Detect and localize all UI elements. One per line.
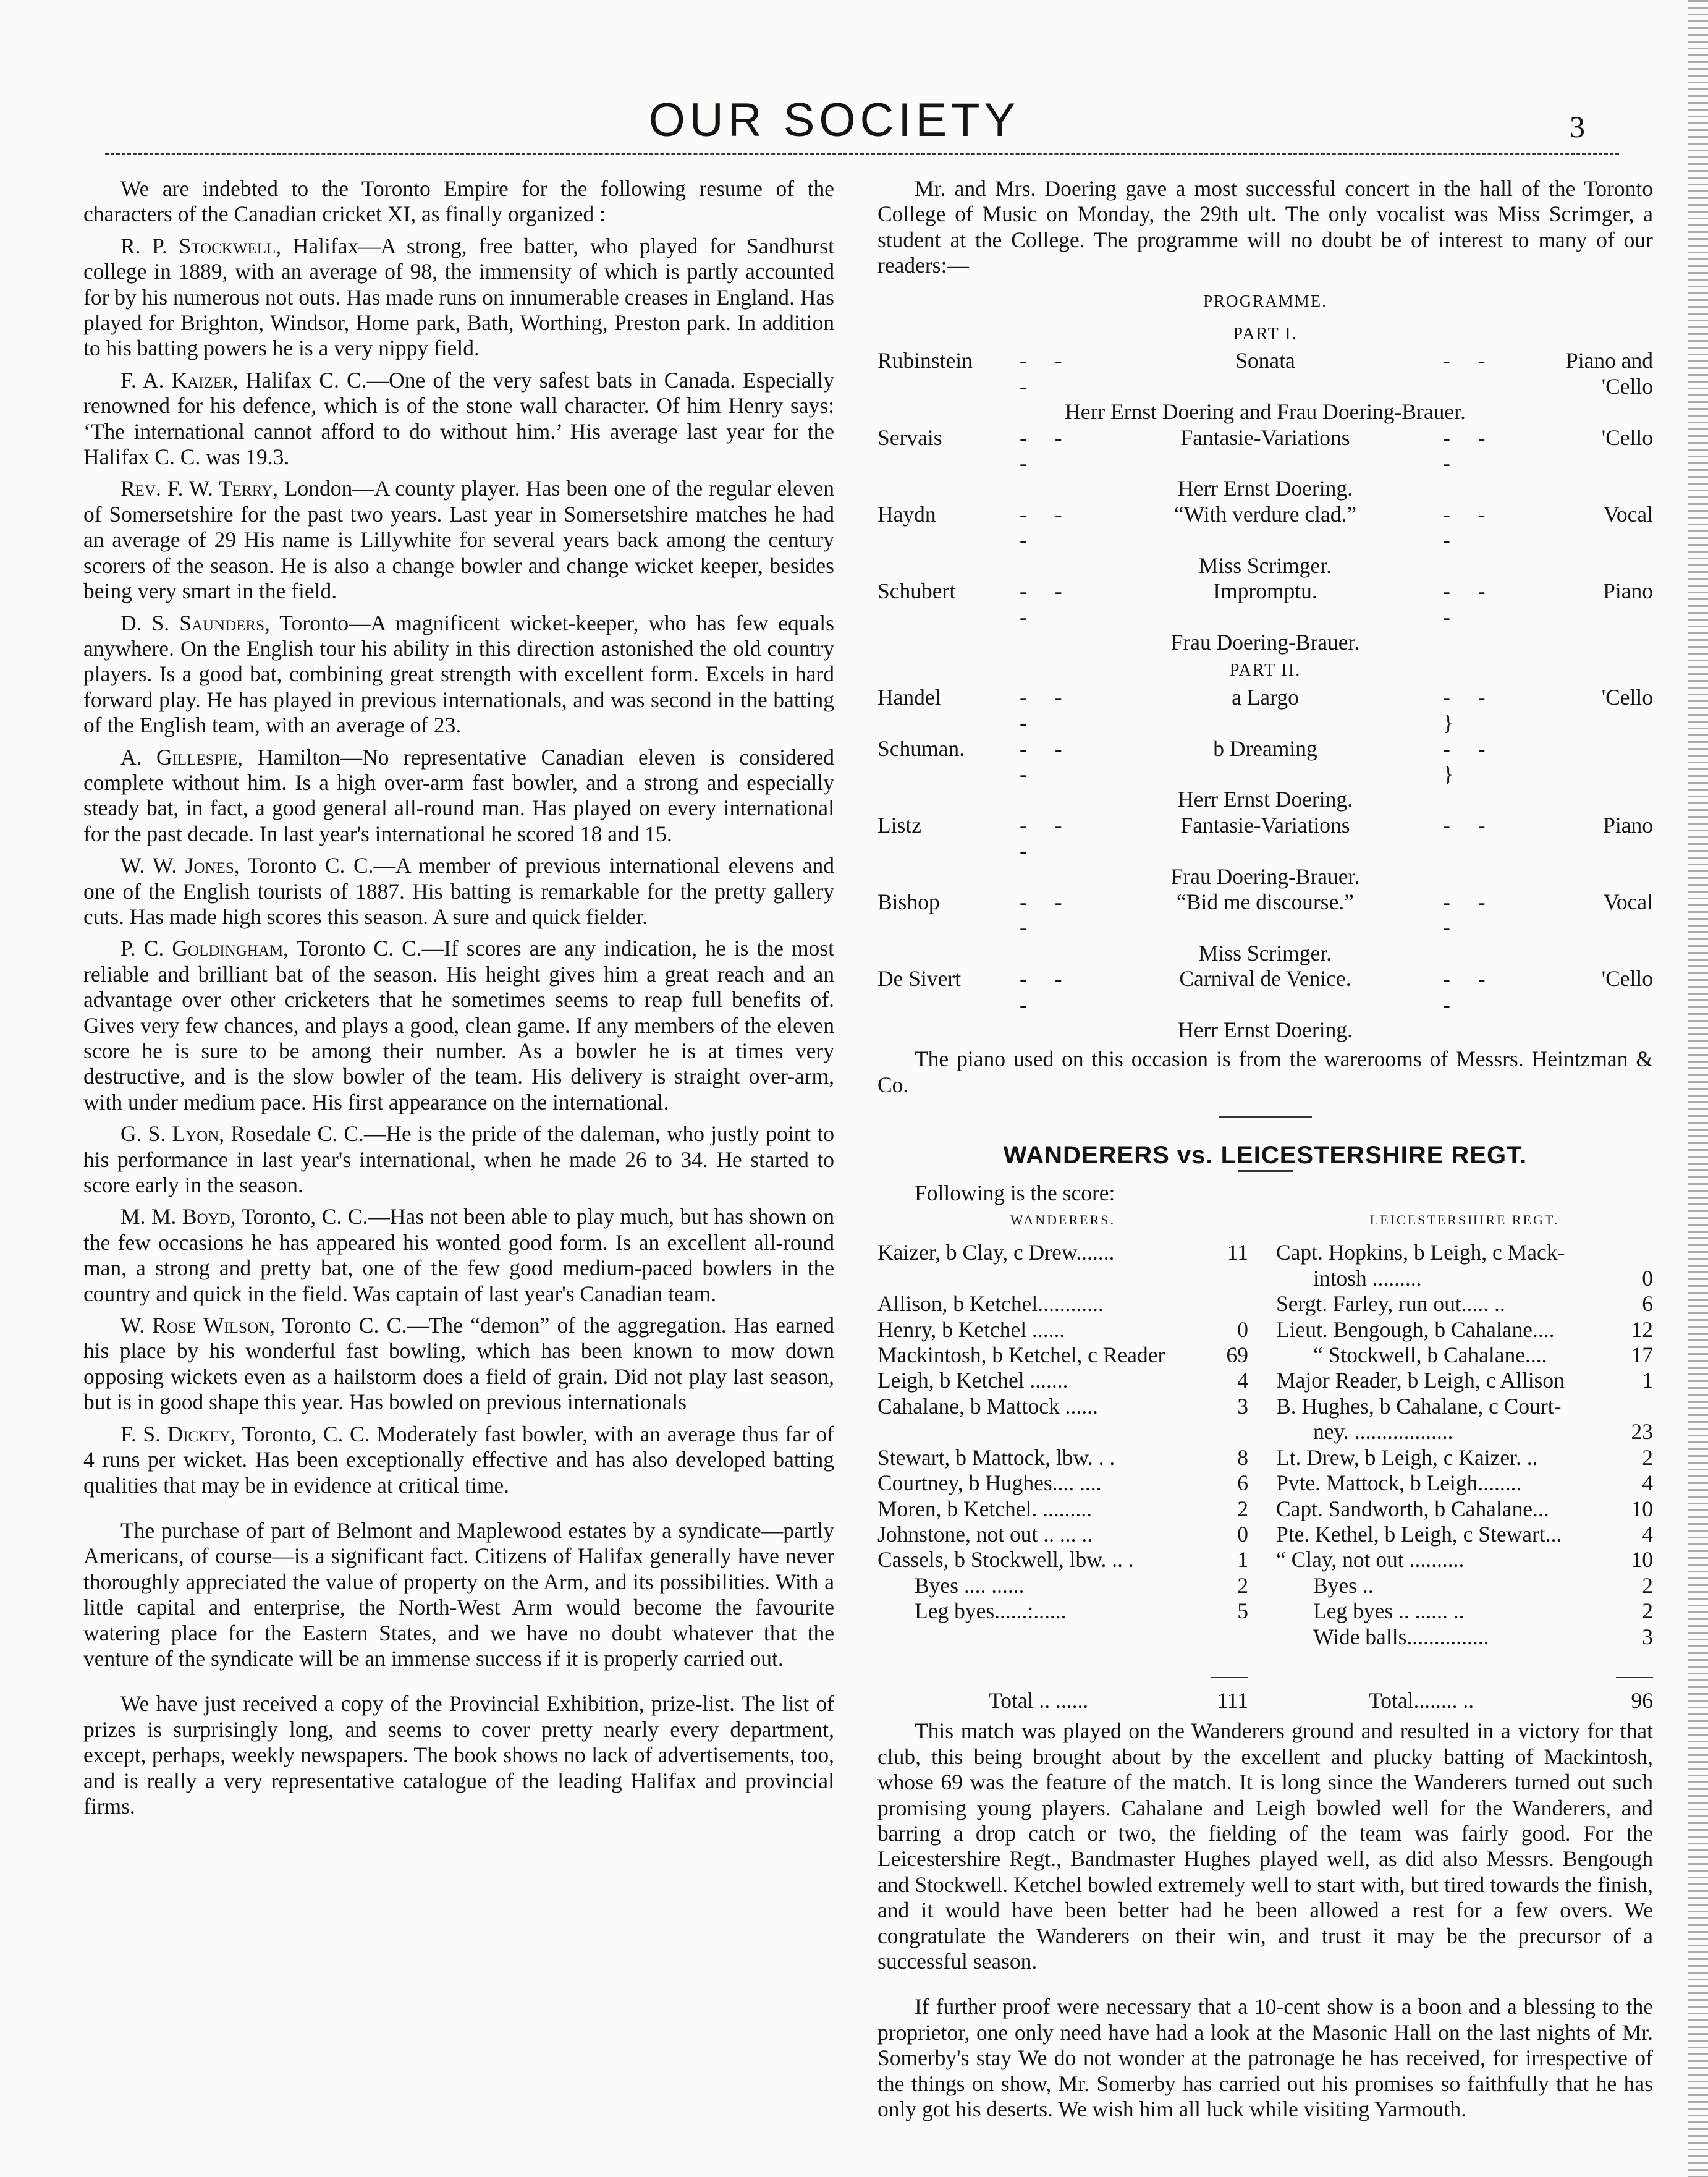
runs: 8 (1237, 1445, 1248, 1470)
piece: Sonata (1235, 348, 1295, 373)
performer: Herr Ernst Doering. (1178, 1017, 1353, 1042)
batsman: Byes .. (1313, 1572, 1374, 1598)
batsman: Lieut. Bengough, b Cahalane.... (1276, 1317, 1555, 1342)
batsman: Allison, b Ketchel............ (877, 1291, 1104, 1317)
runs: 2 (1642, 1598, 1653, 1624)
score-row (1276, 1573, 1653, 1598)
programme-item: Schuman. - - - b Dreaming - - } Herr Ernst Doering. (877, 736, 1653, 813)
runs: 3 (1642, 1624, 1653, 1649)
piece: b Dreaming (1213, 736, 1317, 761)
player-text: Hamilton—No representative Canadian eleven is considered complete without him. Is a high over-arm fast bowler, and a strong and especially steady bat, in fact, a good general all-round man. Has played on every international for the past decade. In last year's international he scored 18 and 15. (83, 744, 834, 846)
score-row (1276, 1240, 1653, 1265)
score-row (1276, 1598, 1653, 1624)
player-name: A. Gillespie, (120, 744, 243, 770)
batsman: Pte. Kethel, b Leigh, c Stewart... (1276, 1521, 1562, 1547)
runs: 10 (1631, 1547, 1653, 1572)
composer: De Sivert (877, 966, 962, 991)
runs: 12 (1631, 1317, 1653, 1342)
piece: Fantasie-Variations (1180, 425, 1350, 450)
score-totals (877, 1677, 1653, 1713)
batsman: Sergt. Farley, run out..... .. (1276, 1291, 1505, 1317)
runs: 2 (1642, 1445, 1653, 1470)
player-entry (83, 1204, 834, 1307)
leicester-heading: LEICESTERSHIRE REGT. (1369, 1212, 1560, 1228)
programme-item: Rubinstein - - - Sonata - - Piano and 'Cello Herr Ernst Doering and Frau Doering-Brauer. (877, 348, 1653, 425)
instrument: 'Cello (1601, 966, 1653, 991)
runs: 4 (1237, 1368, 1248, 1393)
score-row (1276, 1368, 1653, 1393)
player-entry (83, 611, 834, 739)
programme-part-heading: PART II. (1229, 661, 1301, 681)
batsman: Moren, b Ketchel. ......... (877, 1496, 1093, 1521)
batsman (877, 1419, 883, 1445)
instrument: Piano and 'Cello (1566, 348, 1653, 399)
player-name: W. Rose Wilson, (120, 1313, 275, 1338)
player-entry (83, 368, 834, 470)
score-row (877, 1394, 1248, 1419)
show-paragraph: If further proof were necessary that a 10-cent show is a boon and a blessing to the proprietor, one only need have had a look at the Masonic Hall on the last nights of Mr. Somerby's stay We do not wonder at the patronage he has received, for irrespective of the things on show, Mr. Somerby has carried out his promises so faithfully that he has only got his deserts. We wish him all luck while visiting Yarmouth. (877, 1994, 1653, 2122)
batsman: Capt. Sandworth, b Cahalane... (1276, 1496, 1549, 1521)
composer: Haydn (877, 501, 936, 527)
total-value: 111 (1217, 1687, 1248, 1713)
runs: 10 (1631, 1496, 1653, 1521)
match-report: This match was played on the Wanderers ground and resulted in a victory for that club, this being brought about by the excellent and plucky batting of Mackintosh, whose 69 was the feature of the match. It is long since the Wanderers turned out such promising young players. Cahalane and Leigh bowled well for the Wanderers, and barring a drop catch or two, the fielding of the team was fairly good. For the Leicestershire Regt., Bandmaster Hughes played well, as did also Messrs. Bengough and Stockwell. Ketchel bowled extremely well to start with, but tired towards the finish, and it would have been better had he been allowed a rest for a few overs. We congratulate the Wanderers on their win, and trust it may be the precursor of a successful season. (877, 1718, 1653, 1974)
runs: 69 (1226, 1343, 1248, 1368)
runs: 17 (1631, 1343, 1653, 1368)
player-entry (83, 234, 834, 362)
score-row (1276, 1291, 1653, 1317)
programme-item: Schubert - - - Impromptu. - - - Piano Frau Doering-Brauer. (877, 579, 1653, 655)
score-row (1276, 1317, 1653, 1343)
piece: a Largo (1232, 684, 1299, 710)
section-divider (1219, 1116, 1312, 1118)
performer: Herr Ernst Doering and Frau Doering-Brauer. (1065, 399, 1466, 425)
programme-heading: PROGRAMME. (1203, 291, 1327, 310)
player-name: D. S. Saunders, (120, 610, 270, 635)
player-entry (83, 745, 834, 847)
score-row (877, 1573, 1248, 1598)
score-row (1276, 1624, 1653, 1650)
score-row (877, 1598, 1248, 1624)
player-name: P. C. Goldingham, (120, 936, 289, 961)
composer: Bishop (877, 889, 940, 914)
runs: 11 (1227, 1240, 1248, 1265)
wanderers-innings (877, 1207, 1248, 1650)
runs: 0 (1642, 1265, 1653, 1291)
player-text: Toronto, C. C. Moderately fast bowler, with an average thus far of 4 runs per wicket. Has been exceptionally effective and has also developed batting qualities that may be in evidence at critical time. (83, 1421, 834, 1498)
runs: 2 (1237, 1496, 1248, 1521)
programme-item: Servais - - - Fantasie-Variations - - - 'Cello Herr Ernst Doering. (877, 425, 1653, 501)
score-row (877, 1496, 1248, 1522)
score-row (877, 1522, 1248, 1547)
runs: 4 (1642, 1521, 1653, 1547)
batsman: Byes .... ...... (915, 1572, 1025, 1598)
player-name: R. P. Stockwell, (120, 233, 282, 258)
score-row (1276, 1343, 1653, 1368)
runs: 3 (1237, 1393, 1248, 1419)
player-entry (83, 853, 834, 930)
player-name: G. S. Lyon, (120, 1121, 225, 1147)
total-label: Total .. ...... (989, 1687, 1089, 1713)
batsman: B. Hughes, b Cahalane, c Court- (1276, 1393, 1562, 1419)
piano-note: The piano used on this occasion is from the warerooms of Messrs. Heintzman & Co. (877, 1046, 1653, 1097)
player-name: Rev. F. W. Terry, (120, 476, 278, 501)
piece: Carnival de Venice. (1179, 966, 1351, 991)
score-row (877, 1343, 1248, 1368)
performer: Frau Doering-Brauer. (1170, 629, 1360, 655)
runs (1227, 1291, 1248, 1317)
runs: 2 (1642, 1572, 1653, 1598)
runs: 0 (1237, 1317, 1248, 1342)
instrument (1511, 736, 1653, 787)
batsman: Cahalane, b Mattock ...... (877, 1393, 1098, 1419)
player-name: F. S. Dickey, (120, 1421, 236, 1446)
piece: “Bid me discourse.” (1177, 889, 1354, 914)
concert-paragraph: Mr. and Mrs. Doering gave a most successful concert in the hall of the Toronto College of Music on Monday, the 29th ult. The only vocalist was Miss Scrimger, a student at the College. The programme will no doubt be of interest to many of our readers:— (877, 176, 1653, 278)
batsman: ney. .................. (1313, 1419, 1453, 1445)
batsman: “ Stockwell, b Cahalane.... (1313, 1343, 1547, 1368)
batsman: Wide balls............... (1313, 1624, 1489, 1649)
match-title: WANDERERS vs. LEICESTERSHIRE REGT. (1003, 1142, 1528, 1169)
batsman: Leg byes......:...... (915, 1598, 1067, 1624)
composer: Schubert (877, 579, 956, 604)
player-text: London—A county player. Has been one of the regular eleven of Somersetshire for the past two years. Last year in Somersetshire matches he had an average of 29 His name is Lillywhite for several years back among the century scorers of the season. He is also a change bowler and change wicket keeper, besides being very smart in the field. (83, 476, 835, 604)
player-entry (83, 1422, 834, 1498)
programme-item: Bishop - - - “Bid me discourse.” - - - Vocal Miss Scrimger. (877, 889, 1653, 965)
total-label: Total........ .. (1369, 1687, 1474, 1713)
score-row (1276, 1419, 1653, 1445)
runs: 1 (1237, 1547, 1248, 1572)
runs: 6 (1237, 1470, 1248, 1496)
score-row (1276, 1522, 1653, 1547)
player-entry (83, 1121, 834, 1198)
programme-item: Handel - - - a Largo - - } 'Cello (877, 684, 1653, 736)
runs: 5 (1237, 1598, 1248, 1624)
composer: Schuman. (877, 736, 965, 761)
programme-item: Haydn - - - “With verdure clad.” - - - Vocal Miss Scrimger. (877, 501, 1653, 578)
programme-item: De Sivert - - - Carnival de Venice. - - - 'Cello Herr Ernst Doering. (877, 966, 1653, 1042)
runs: 23 (1631, 1419, 1653, 1445)
runs: 6 (1642, 1291, 1653, 1317)
player-text: Toronto, C. C.—Has not been able to play much, but has shown on the few occasions he has appeared his wonted good form. Is an excellent all-round man, a strong and pretty bat, one of the few good medium-paced bowlers in the country and quick in the field. Was captain of last year's Canadian team. (83, 1204, 834, 1306)
score-row (877, 1368, 1248, 1393)
player-name: M. M. Boyd, (120, 1204, 236, 1229)
player-text: Toronto—A magnificent wicket-keeper, who has few equals anywhere. On the English tour his ability in this direction astonished the old country players. Is a good bat, combining great strength with excellent form. Excels in hard forward play. He has played in previous internationals, and was second in the batting of the English team, with an average of 23. (83, 610, 834, 738)
performer: Herr Ernst Doering. (1178, 476, 1353, 501)
piece: Fantasie-Variations (1180, 812, 1350, 838)
player-text: Toronto C. C.—A member of previous international elevens and one of the English tourists of 1887. His batting is remarkable for the pretty gallery cuts. Has made high scores this season. A sure and quick fielder. (83, 853, 834, 929)
scorecard (877, 1207, 1653, 1650)
batsman: Leg byes .. ...... .. (1313, 1598, 1465, 1624)
score-row (877, 1240, 1248, 1265)
batsman: Kaizer, b Clay, c Drew....... (877, 1240, 1115, 1265)
player-entry (83, 476, 834, 604)
runs: 2 (1237, 1572, 1248, 1598)
score-row (877, 1445, 1248, 1470)
right-column (877, 176, 1653, 2122)
player-entry (83, 936, 834, 1115)
score-row (1276, 1496, 1653, 1522)
player-name: F. A. Kaizer, (120, 367, 239, 393)
instrument: 'Cello (1601, 684, 1653, 710)
score-row (1276, 1470, 1653, 1496)
runs: 1 (1642, 1368, 1653, 1393)
composer: Listz (877, 812, 921, 838)
player-text: Halifax—A strong, free batter, who played for Sandhurst college in 1889, with an average of 98, the immensity of which is partly accounted for by his numerous not outs. Has made runs on innumerable creases in England. Has played for Brighton, Windsor, Home park, Bath, Worthing, Preston park. In addition to his batting powers he is a very nippy field. (83, 233, 834, 361)
batsman: Cassels, b Stockwell, lbw. .. . (877, 1547, 1134, 1572)
batsman: Pvte. Mattock, b Leigh........ (1276, 1470, 1522, 1496)
score-row (877, 1266, 1248, 1291)
cricket-intro: We are indebted to the Toronto Empire for the following resume of the characters of the Canadian cricket XI, as finally organized : (83, 176, 834, 227)
runs: 4 (1642, 1470, 1653, 1496)
piece: “With verdure clad.” (1173, 501, 1357, 527)
left-column (83, 176, 834, 1819)
player-name: W. W. Jones, (120, 853, 240, 878)
composer: Servais (877, 425, 942, 450)
programme-item: Listz - - - Fantasie-Variations - - Piano Frau Doering-Brauer. (877, 812, 1653, 889)
wanderers-heading: WANDERERS. (1010, 1212, 1115, 1228)
belmont-paragraph: The purchase of part of Belmont and Maplewood estates by a syndicate—partly Americans, of course—is a significant fact. Citizens of Halifax generally have never thoroughly appreciated the value of property on the Arm, and its possibilities. With a little capital and enterprise, the North-West Arm would become the favourite watering place for the Eastern States, and we have no doubt whatever that the venture of the syndicate will be an immense success if it is properly carried out. (83, 1517, 834, 1671)
score-row (877, 1419, 1248, 1445)
instrument: Vocal (1603, 889, 1653, 914)
leicester-innings (1276, 1207, 1653, 1650)
batsman: Capt. Hopkins, b Leigh, c Mack- (1276, 1240, 1565, 1265)
performer: Frau Doering-Brauer. (1170, 864, 1360, 889)
player-text: Rosedale C. C.—He is the pride of the daleman, who justly point to his performance in last year's international, when he made 26 to 34. He started to score early in the season. (83, 1121, 834, 1198)
page-title: OUR SOCIETY (648, 94, 1020, 146)
score-row (877, 1317, 1248, 1343)
runs (1632, 1394, 1653, 1419)
instrument: Piano (1603, 812, 1653, 838)
runs: 0 (1237, 1521, 1248, 1547)
batsman: Leigh, b Ketchel ....... (877, 1368, 1068, 1393)
runs (1227, 1419, 1248, 1445)
score-row (877, 1547, 1248, 1572)
runs (1227, 1266, 1248, 1291)
batsman: Johnstone, not out .. ... .. (877, 1521, 1093, 1547)
score-row (1276, 1547, 1653, 1572)
player-text: Toronto C. C.—The “demon” of the aggregation. Has earned his place by his wonderful fast bowling, which has been known to mow down opposing wickets even as a hailstorm does a field of grain. Did not play last season, but is in good shape this year. Has bowled on previous internationals (83, 1313, 834, 1415)
score-row (1276, 1445, 1653, 1470)
batsman: Lt. Drew, b Leigh, c Kaizer. .. (1276, 1445, 1538, 1470)
header-rule (105, 153, 1619, 155)
performer: Herr Ernst Doering. (1178, 787, 1353, 812)
score-row (877, 1470, 1248, 1496)
instrument: Vocal (1603, 501, 1653, 527)
title-underline (1238, 1170, 1293, 1172)
page-edge-binding (1688, 0, 1708, 2177)
runs (1632, 1240, 1653, 1265)
player-text: Toronto C. C.—If scores are any indication, he is the most reliable and brilliant bat of the season. His height gives him a great reach and an advantage over other cricketers that he sometimes seems to reap full benefits of. Gives very few chances, and plays a good, clean game. If any members of the eleven score he is sure to be among their number. As a bowler he is at times very destructive, and is the slow bowler of the team. His delivery is straight over-arm, with under medium pace. His first appearance on the international. (83, 936, 834, 1114)
composer: Handel (877, 684, 941, 710)
page-number: 3 (1570, 109, 1585, 144)
composer: Rubinstein (877, 348, 973, 373)
instrument: 'Cello (1601, 425, 1653, 450)
batsman: Courtney, b Hughes.... .... (877, 1470, 1102, 1496)
score-row (1276, 1394, 1653, 1419)
batsman: Henry, b Ketchel ...... (877, 1317, 1065, 1342)
player-text: Halifax C. C.—One of the very safest bats in Canada. Especially renowned for his defence, which is of the stone wall character. Of him Henry says: ‘The international cannot afford to do without him.’ His average last year for the Halifax C. C. was 19.3. (83, 367, 835, 470)
performer: Miss Scrimger. (1199, 553, 1332, 578)
total-rule (1616, 1677, 1653, 1678)
batsman: Stewart, b Mattock, lbw. . . (877, 1445, 1115, 1470)
piece: Impromptu. (1213, 579, 1317, 604)
player-entry (83, 1313, 834, 1415)
batsman: intosh ......... (1313, 1265, 1422, 1291)
score-intro: Following is the score: (915, 1180, 1115, 1205)
programme-part-heading: PART I. (1233, 325, 1298, 344)
masthead (0, 93, 1708, 161)
score-row (1276, 1266, 1653, 1291)
batsman (877, 1266, 883, 1291)
performer: Miss Scrimger. (1199, 940, 1332, 965)
batsman: Mackintosh, b Ketchel, c Reader (877, 1343, 1165, 1368)
batsman: “ Clay, not out .......... (1276, 1547, 1465, 1572)
total-rule (1211, 1677, 1248, 1678)
exhibition-paragraph: We have just received a copy of the Provincial Exhibition, prize-list. The list of prizes is surprisingly long, and seems to cover pretty nearly every department, except, perhaps, weekly newspapers. The book shows no lack of advertisements, too, and is really a very representative catalogue of the leading Halifax and provincial firms. (83, 1691, 834, 1818)
instrument: Piano (1603, 579, 1653, 604)
total-value: 96 (1631, 1687, 1653, 1713)
score-row (877, 1291, 1248, 1317)
batsman: Major Reader, b Leigh, c Allison (1276, 1368, 1565, 1393)
